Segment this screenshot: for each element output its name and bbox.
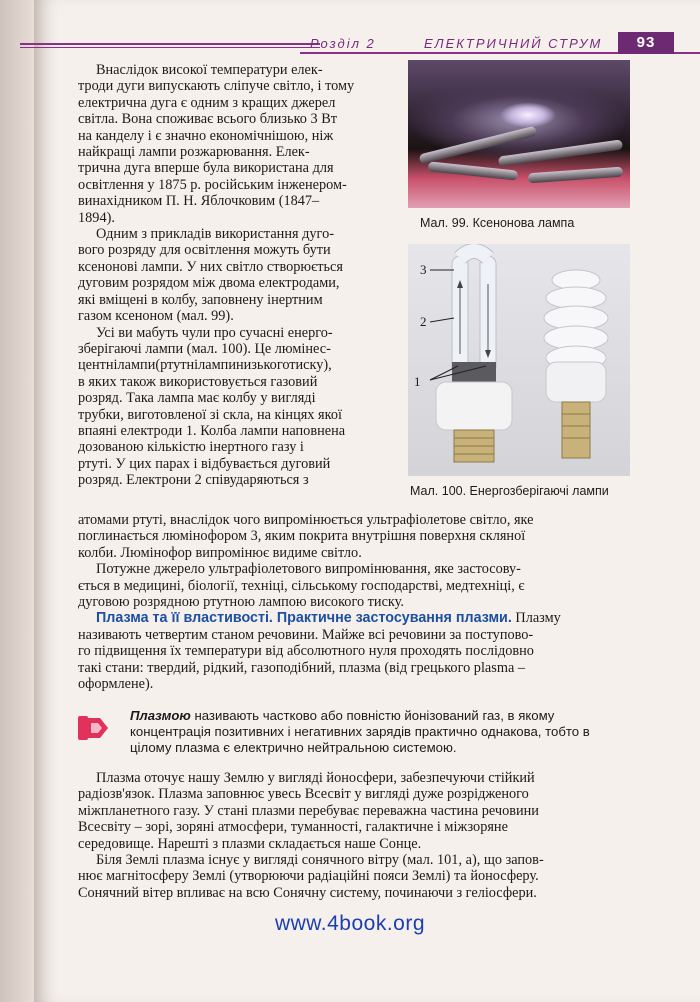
text-line: найкращі лампи розжарювання. Елек-	[78, 144, 310, 161]
text-line: такі стани: твердий, рідкий, газоподібний, плазма (від грецького plasma –	[78, 659, 526, 676]
paragraph-plasma-universe	[78, 770, 628, 852]
text-line: на канделу і є значно економічнішою, ніж	[78, 127, 334, 144]
figure-100-caption: Мал. 100. Енергозберігаючі лампи	[410, 484, 609, 498]
text-line: які вміщені в колбу, заповнену інертним	[78, 291, 323, 308]
text-line: троди дуги випускають сліпуче світло, і тому	[78, 78, 355, 95]
text-line: Одним з прикладів використання дуго-	[96, 226, 334, 243]
text-line: колби. Люмінофор випромінює видиме світло.	[78, 544, 362, 561]
text-line: ртуті. У цих парах і відбувається дуговий	[78, 455, 331, 472]
text-line: трубки, виготовленої зі скла, на кінцях якої	[78, 406, 342, 423]
label-2: 2	[420, 314, 427, 329]
text-line: в яких також використовується газовий	[78, 373, 318, 390]
energy-saving-lamps-photo	[408, 244, 630, 476]
text-line: нює магнітосферу Землі (утворюючи радіаційні пояси Землі) та йоносферу.	[78, 868, 539, 885]
text-line: середовище. Нарешті з плазми складається наше Сонце.	[78, 835, 422, 852]
paragraph-uv-source	[78, 561, 628, 610]
text-line: Біля Землі плазма існує у вигляді сонячного вітру (мал. 101, а), що запов-	[96, 852, 544, 869]
definition-arrow-icon	[76, 714, 110, 742]
text-line: цілому плазма є електрично нейтральною системою.	[130, 740, 457, 755]
header-rule-thin	[20, 47, 320, 48]
text-line: міжпланетного газу. У стані плазми перебуває переважна частина речовини	[78, 802, 539, 819]
text-line: Потужне джерело ультрафіолетового випромінювання, яке застосову-	[96, 561, 521, 578]
text-line: називають частково або повністю йонізований газ, в якому	[190, 708, 555, 723]
text-line: називають четвертим станом речовини. Майже всі речовини за поступово-	[78, 626, 534, 643]
text-line: Плазма оточує нашу Землю у вигляді йоносфери, забезпечуючи стійкий	[96, 770, 535, 786]
text-line: Сонячний вітер впливає на всю Сонячну систему, починаючи з геліосфери.	[78, 884, 537, 901]
text-line: трична дуга вперше була використана для	[78, 160, 334, 177]
text-line: Внаслідок високої температури елек-	[96, 62, 323, 78]
text-line: газом ксеноном (мал. 99).	[78, 308, 234, 325]
text-line: дуговою розрядною ртутною лампою високого тиску.	[78, 594, 404, 611]
text-line: розряд. Така лампа має колбу у вигляді	[78, 390, 316, 407]
text-line: Всесвіту – зорі, зоряні атмосфери, туманності, галактичне і міжзоряне	[78, 819, 508, 836]
definition-term: Плазмою	[130, 708, 191, 723]
paragraph-arc-light	[78, 62, 396, 226]
text-line: електрична дуга є одним з кращих джерел	[78, 94, 336, 111]
figure-99-caption: Мал. 99. Ксенонова лампа	[420, 216, 575, 230]
paragraph-phosphor	[78, 512, 628, 561]
column-text	[78, 62, 396, 489]
text-line: ється в медицині, біології, техніці, сільському господарстві, медтехніці, є	[78, 577, 525, 594]
section-heading: Плазма та її властивості. Практичне застосування плазми.	[96, 610, 512, 627]
page-number: 93	[618, 32, 674, 54]
text-line: поглинається люмінофором 3, яким покрита внутрішня поверхня скляної	[78, 528, 526, 545]
plasma-definition	[130, 708, 630, 756]
text-line: зберігаючі лампи (мал. 100). Це люмінес-	[78, 340, 331, 357]
text-line: радіозв'язок. Плазма заповнює увесь Всесвіт у вигляді дуже розрідженого	[78, 786, 529, 803]
text-line: оформлене).	[78, 676, 154, 693]
text-line: дозованою кількістю інертного газу і	[78, 439, 304, 456]
fullwidth-text-bottom	[78, 770, 628, 901]
text-line: розряд. Електрони 2 співударяються з	[78, 472, 309, 489]
xenon-lamp-photo	[408, 60, 630, 208]
text-line: дуговим розрядом між двома електродами,	[78, 275, 340, 292]
text-line: впаяні електроди 1. Колба лампи наповнена	[78, 422, 346, 439]
watermark-link[interactable]: www.4book.org	[274, 912, 426, 935]
text-line: 1894).	[78, 209, 115, 226]
paragraph-solar-wind	[78, 852, 628, 901]
paragraph-plasma-intro: Плазма та її властивості. Практичне застосування плазми. Плазму називають четвертим станом речовини. Майже всі речовини за поступово- го підвищення їх температури від абсолютного нуля проходять послідовно такі стани: твердий, рідкий, газоподібний, плазма (від грецького plasma – оформлене).	[78, 610, 561, 693]
page-gutter	[0, 0, 34, 1002]
header-title: ЕЛЕКТРИЧНИЙ СТРУМ	[424, 36, 603, 51]
text-line: атомами ртуті, внаслідок чого випромінюється ультрафіолетове світло, яке	[78, 512, 534, 528]
text-line: Усі ви мабуть чули про сучасні енерго-	[96, 324, 333, 341]
header-section: Розділ 2	[310, 36, 376, 51]
label-3: 3	[420, 262, 427, 277]
text-line: вого розряду для освітлення можуть бути	[78, 242, 331, 259]
fullwidth-text-top	[78, 512, 628, 692]
text-line: го підвищення їх температури від абсолютного нуля проходять послідовно	[78, 643, 534, 660]
paragraph-xenon	[78, 226, 396, 324]
text-line: світла. Вона споживає всього близько 3 Вт	[78, 111, 338, 128]
header-rule	[20, 43, 320, 45]
running-header	[308, 36, 700, 54]
label-1: 1	[414, 374, 421, 389]
text-line: концентрація позитивних і негативних зарядів практично однакова, тобто в	[130, 724, 590, 739]
paragraph-energy-saving	[78, 325, 396, 489]
text-line: ксенонові лампи. У них світло створюється	[78, 258, 343, 275]
text-line: освітлення у 1875 р. російським інженером-	[78, 176, 347, 193]
text-line: винахідником П. Н. Яблочковим (1847–	[78, 193, 320, 210]
text-line: центнілампи(ртутнілампинизькоготиску),	[78, 357, 332, 374]
